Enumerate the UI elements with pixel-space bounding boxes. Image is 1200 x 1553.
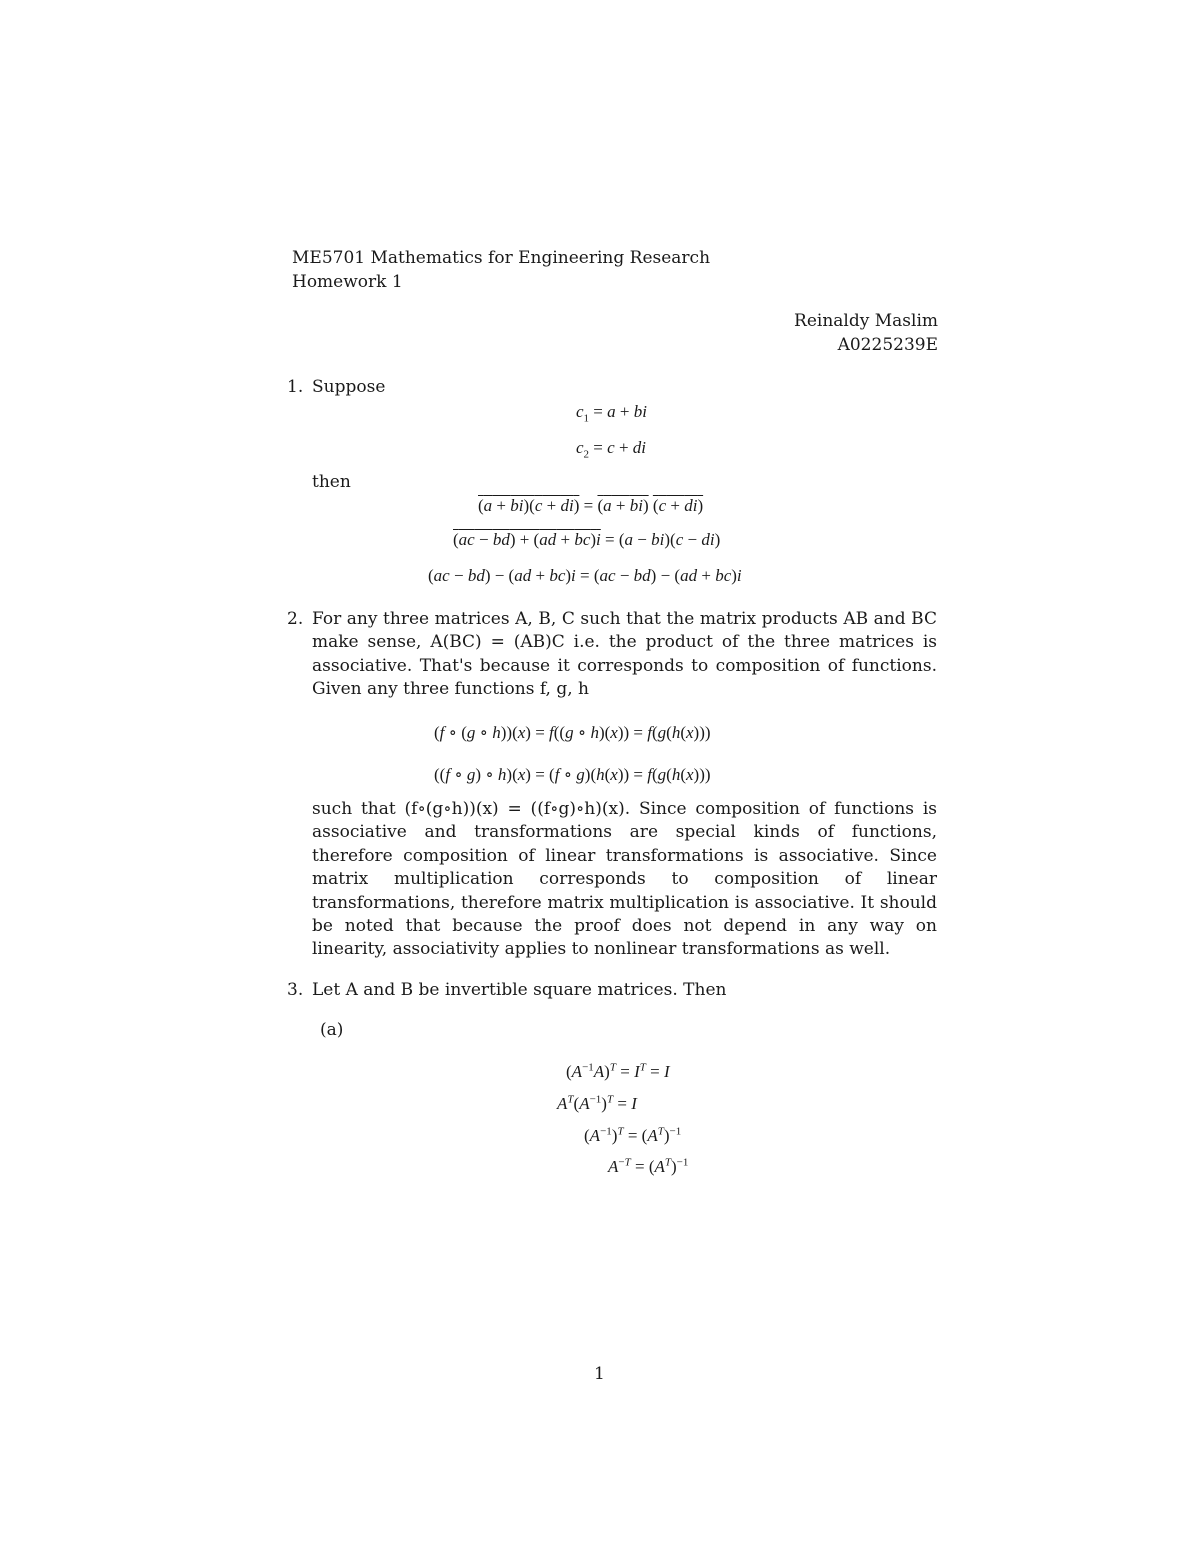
equation-composition-2: ((f ∘ g) ∘ h)(x) = (f ∘ g)(h(x)) = f(g(h(x))) [434, 765, 711, 784]
question-3-number: 3. [287, 980, 304, 1000]
equation-c1: $c_1 = a$ + bi [576, 402, 647, 425]
student-id: A0225239E [837, 335, 938, 355]
question-2-number: 2. [287, 609, 304, 629]
equation-transpose-2: $A^T(A^{-1})^T = I$ [557, 1093, 637, 1113]
equation-transpose-3: $(A^{-1})^T = (A^T)^{-1}$ [584, 1125, 682, 1145]
question-1-then: then [312, 472, 351, 492]
assignment-title: Homework 1 [292, 272, 403, 292]
equation-transpose-1: $(A^{-1}A)^T = I^T = I$ [566, 1061, 670, 1081]
author-name: Reinaldy Maslim [794, 311, 938, 331]
equation-composition-1: (f ∘ (g ∘ h))(x) = f((g ∘ h)(x)) = f(g(h(x))) [434, 723, 711, 742]
equation-conjugate-1: (a + bi)(c + di) = (a + bi) (c + di) [478, 496, 704, 515]
question-1-number: 1. [287, 377, 304, 397]
question-3-part-a: (a) [320, 1020, 344, 1040]
question-2-paragraph-2: such that (f∘(g∘h))(x) = ((f∘g)∘h)(x). Since composition of functions is associative and transformations are special kinds of functions, therefore composition of linear transformations is associative. Since matrix multiplication corresponds to composition of linear transformations, therefore matrix multiplication is associative. It should be noted that because the proof does not depend in any way on linearity, associativity applies to nonlinear transformations as well. [312, 799, 937, 960]
question-2-paragraph-1: For any three matrices A, B, C such that the matrix products AB and BC make sense, A(BC) = (AB)C i.e. the product of the three matrices is associative. That's because it corresponds to composition of functions. Given any three functions f, g, h [312, 609, 937, 700]
page-number: 1 [594, 1364, 605, 1384]
question-1-intro: Suppose [312, 377, 386, 397]
equation-conjugate-3: (ac − bd) − (ad + bc)i = (ac − bd) − (ad + bc)i [428, 566, 742, 585]
equation-c2: $c_2 = c$ + di [576, 438, 647, 461]
equation-conjugate-2: (ac − bd) + (ad + bc)i = (a − bi)(c − di) [453, 530, 721, 549]
course-title: ME5701 Mathematics for Engineering Research [292, 248, 711, 268]
equation-transpose-4: $A^{-T} = (A^T)^{-1}$ [608, 1156, 689, 1176]
question-3-intro: Let A and B be invertible square matrices. Then [312, 980, 727, 1000]
